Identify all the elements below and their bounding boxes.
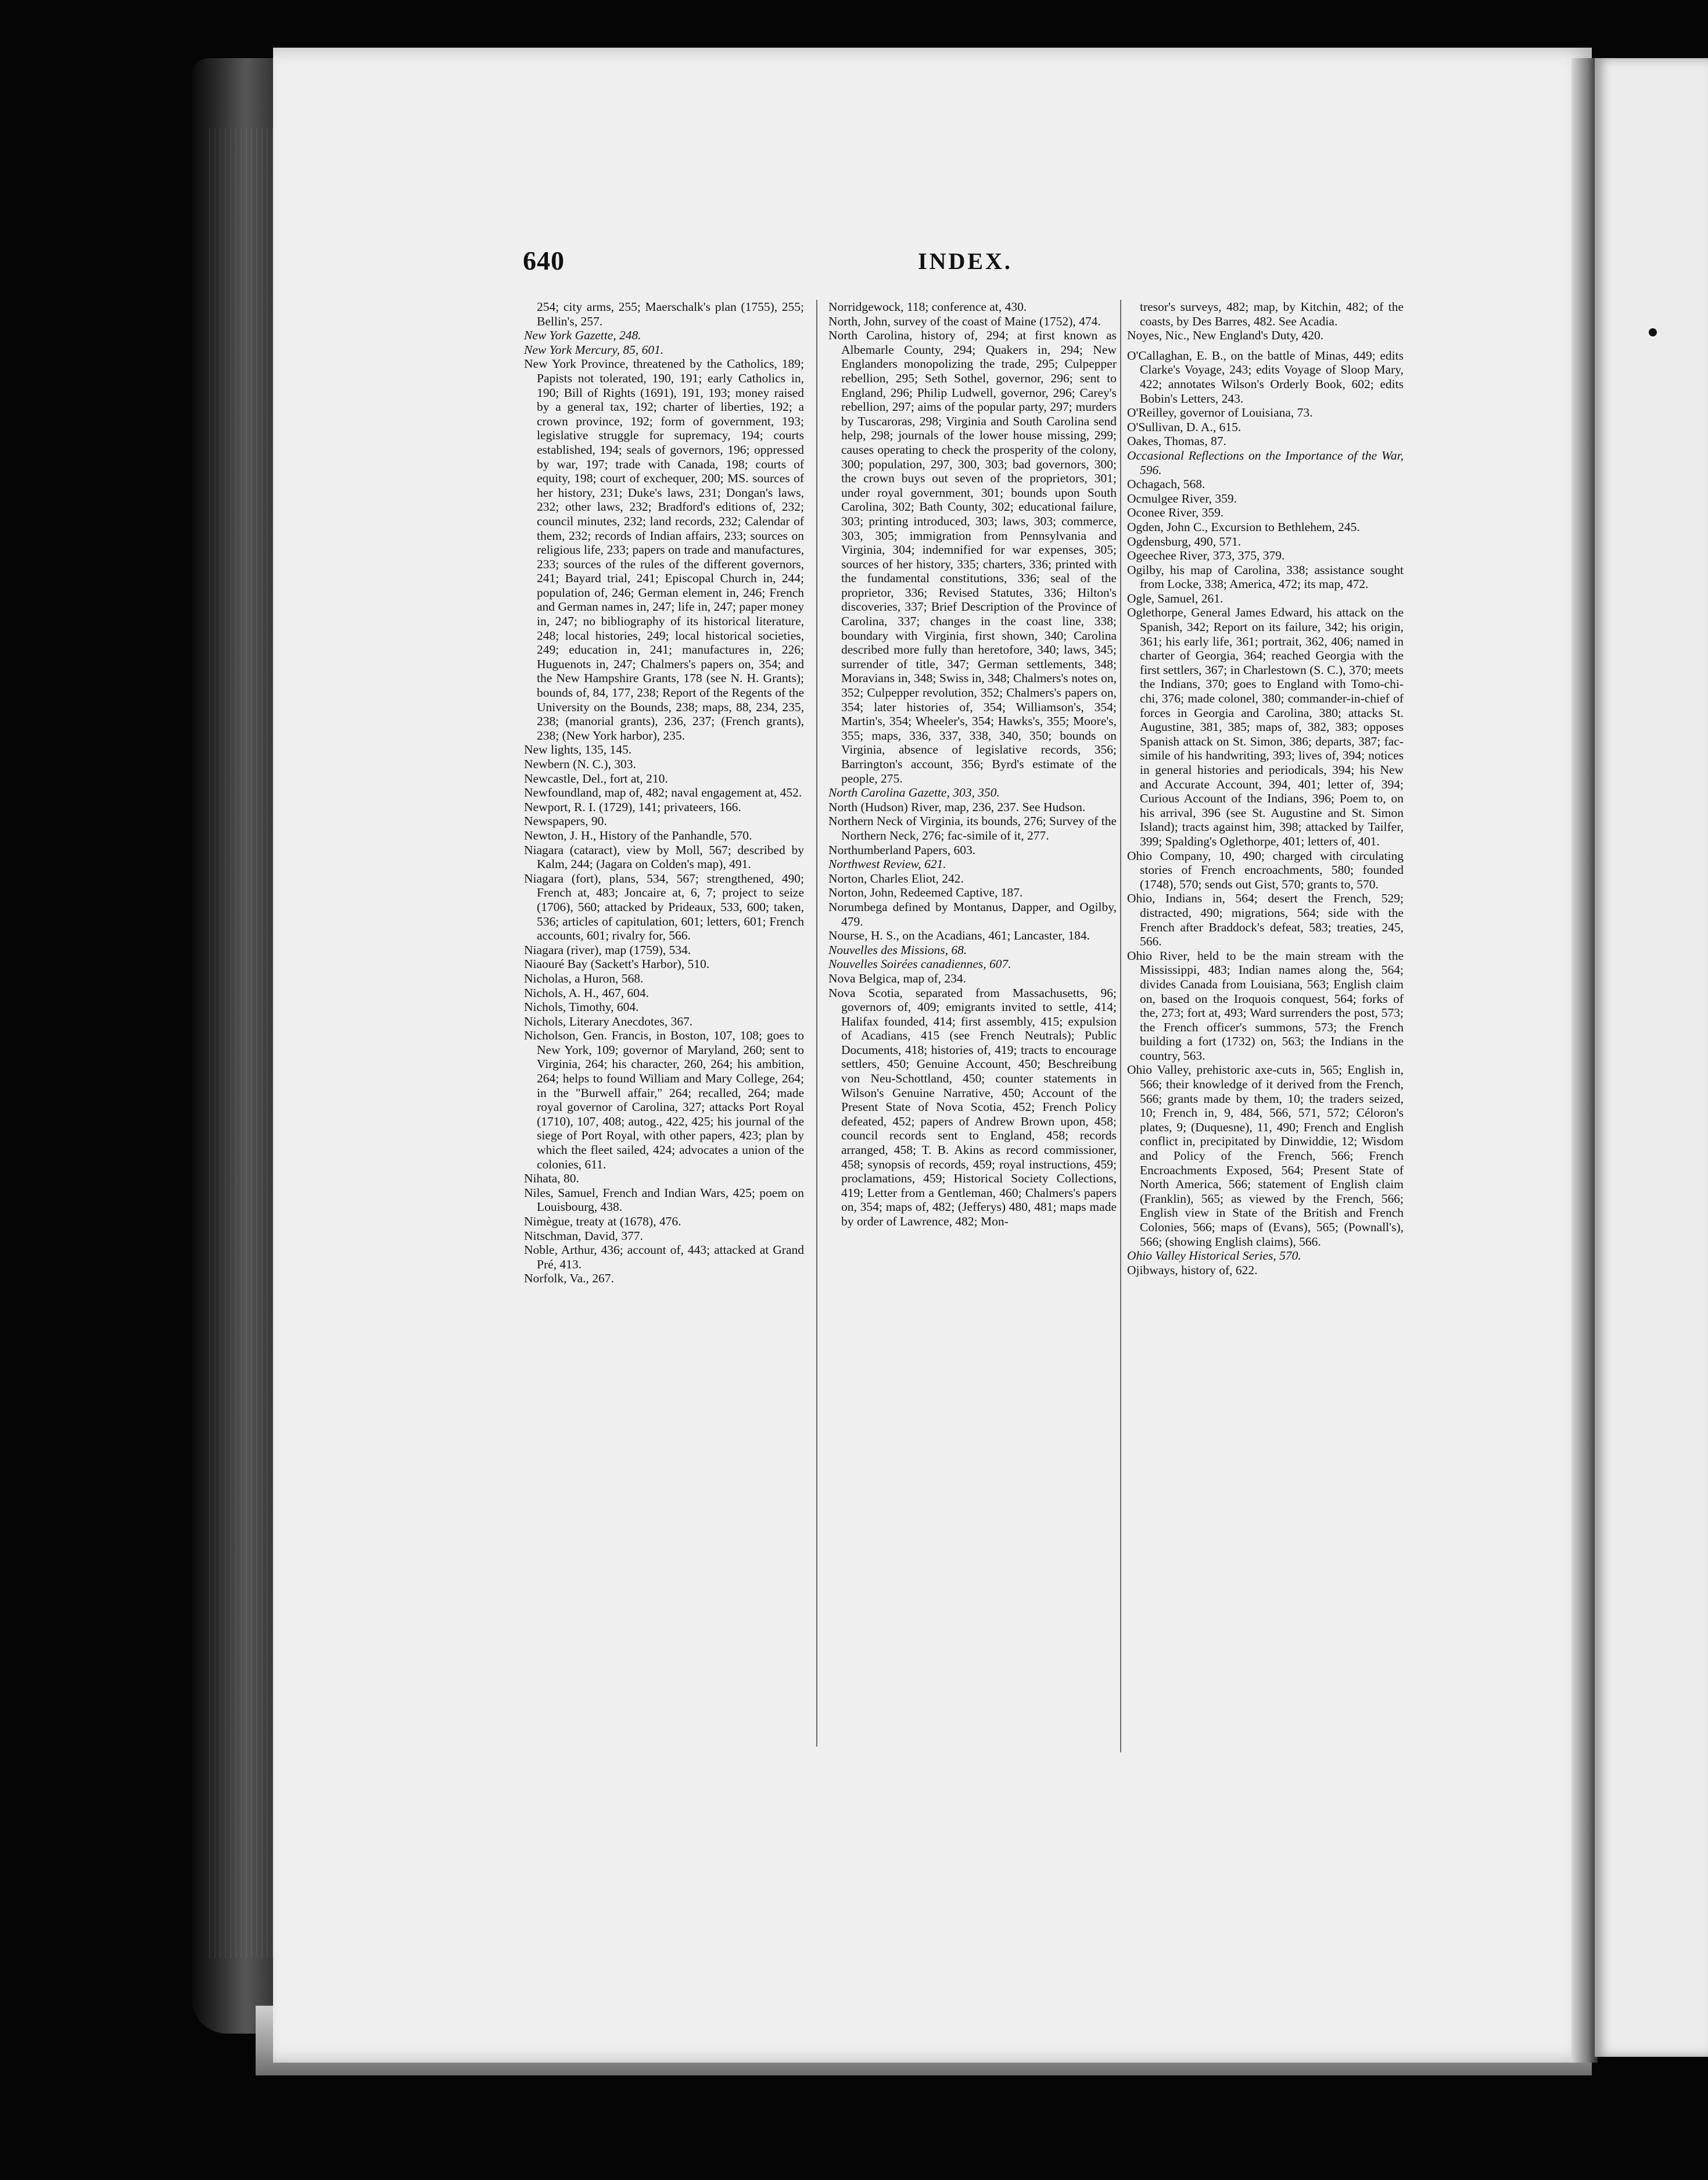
index-entry: Nichols, A. H., 467, 604. [524,985,649,1000]
column-rule [1120,300,1121,1752]
index-entry: Nicholas, a Huron, 568. [524,971,644,985]
index-entry: Ogdensburg, 490, 571. [1127,534,1241,548]
index-entry: Niagara (fort), plans, 534, 567; strengthened, 490; French at, 483; Joncaire at, 6, 7; project to seize (1706), 560; attacked by Prideaux, 533, 600; taken, 536; articles of capitulation, 601; letters, 601; French accounts, 601; rivalry for, 566. [524,871,804,943]
index-entry: New York Gazette, 248. [524,328,641,343]
facing-page-mark [1649,328,1657,336]
index-entry: Nova Belgica, map of, 234. [828,971,967,985]
index-entry: Oglethorpe, General James Edward, his attack on the Spanish, 342; Report on its failure, 342; his origin, 361; his early life, 361; portrait, 362, 406; named in charter of Georgia, 364; reached Georgia with the first settlers, 367; in Charlestown (S. C.), 370; meets the Indians, 370; goes to England with Tomo-chi-chi, 376; made colonel, 380; commander-in-chief of forces in Georgia and Carolina, 380; attacks St. Augustine, 381, 385; maps of, 382, 383; opposes Spanish attack on St. Simon, 386; departs, 387; fac-simile of his handwriting, 393; lives of, 394; notices in general histories and periodicals, 394; his New and Accurate Account, 394, 401; letter of, 394; Curious Account of the Indians, 396; Poem to, on his arrival, 396 (see St. Augustine and St. Simon Island); tracts against him, 398; attacked by Tailfer, 399; Spalding's Oglethorpe, 401; letters of, 401. [1127,605,1404,848]
running-head: INDEX. [918,248,1013,274]
index-entry: Northwest Review, 621. [828,857,946,872]
index-entry: Ogden, John C., Excursion to Bethlehem, 245. [1127,519,1360,534]
index-entry: North Carolina, history of, 294; at first known as Albemarle County, 294; Quakers in, 294; New Englanders monopolizing the trade, 295; Culpepper rebellion, 295; Seth Sothel, governor, 296; sent to England, 296; Philip Ludwell, governor, 296; Carey's rebellion, 297; aims of the popular party, 297; murders by Tuscaroras, 298; Virginia and South Carolina send help, 298; journals of the lower house missing, 299; causes operating to check the prosperity of the colony, 300; population, 297, 300, 303; bad governors, 300; the crown buys out seven of the proprietors, 301; under royal government, 301; bounds upon South Carolina, 302; Bath County, 302; educational failure, 303; printing introduced, 303; laws, 303; commerce, 303, 305; immigration from Pennsylvania and Virginia, 304; indemnified for war expenses, 305; sources of her history, 335; charters, 336; printed with the fundamental constitutions, 336; seal of the proprietor, 336; Revised Statutes, 336; Hilton's discoveries, 337; Brief Description of the Province of Carolina, 337; changes in the coast line, 338; boundary with Virginia, first shown, 340; Carolina described more fully than heretofore, 340; laws, 345; surrender of title, 347; German settlements, 348; Moravians in, 348; Swiss in, 348; Chalmers's notes on, 352; Culpepper revolution, 352; Chalmers's papers on, 354; later histories of, 354; Williamson's, 354; Martin's, 354; Wheeler's, 354; Hawks's, 355; Moore's, 355; maps, 336, 337, 338, 340, 350; bounds on Virginia, absence of legislative records, 356; Barrington's account, 356; Byrd's estimate of the people, 275. [828,328,1117,786]
index-entry: Occasional Reflections on the Importance of the War, 596. [1127,448,1404,477]
index-entry: Nihata, 80. [524,1171,579,1186]
index-entry: O'Callaghan, E. B., on the battle of Minas, 449; edits Clarke's Voyage, 243; edits Voyage of Sloop Mary, 422; annotates Wilson's Orderly Book, 602; edits Bobin's Letters, 243. [1127,348,1404,406]
index-entry: Nitschman, David, 377. [524,1228,643,1243]
index-entry: Oconee River, 359. [1127,505,1224,520]
index-entry: O'Sullivan, D. A., 615. [1127,419,1241,434]
index-column-1 [524,300,804,1286]
index-entry: Ogle, Samuel, 261. [1127,591,1223,605]
index-entry: Norton, Charles Eliot, 242. [828,871,964,885]
index-entry: Nimègue, treaty at (1678), 476. [524,1214,681,1228]
index-entry: Newcastle, Del., fort at, 210. [524,771,668,786]
index-entry: North (Hudson) River, map, 236, 237. See Hudson. [828,799,1086,814]
index-entry: Nova Scotia, separated from Massachusetts, 96; governors of, 409; emigrants invited to settle, 414; Halifax founded, 414; first assembly, 415; expulsion of Acadians, 415 (see French Neutrals); Public Documents, 418; histories of, 419; tracts to encourage settlers, 450; Genuine Account, 450; Beschreibung von Neu-Schottland, 450; counter statements in Wilson's Genuine Narrative, 450; Account of the Present State of Nova Scotia, 452; French Policy defeated, 452; papers of Andrew Brown upon, 458; council records sent to England, 458; records arranged, 458; T. B. Akins as record commissioner, 458; synopsis of records, 459; royal instructions, 459; proclamations, 459; Historical Society Collections, 419; Letter from a Gentleman, 460; Chalmers's papers on, 354; maps of, 482; (Jefferys) 480, 481; maps made by order of Lawrence, 482; Mon- [828,985,1117,1228]
facing-page [1595,58,1708,2057]
index-entry: Norfolk, Va., 267. [524,1271,614,1286]
index-entry: Nouvelles des Missions, 68. [828,942,967,957]
index-entry: Nichols, Literary Anecdotes, 367. [524,1014,693,1028]
index-entry: Nouvelles Soirées canadiennes, 607. [828,957,1011,971]
index-entry: Niles, Samuel, French and Indian Wars, 425; poem on Louisbourg, 438. [524,1185,804,1214]
index-entry: Ohio Valley Historical Series, 570. [1127,1249,1301,1263]
index-entry: 254; city arms, 255; Maerschalk's plan (1755), 255; Bellin's, 257. [537,300,804,328]
index-entry: Nourse, H. S., on the Acadians, 461; Lancaster, 184. [828,928,1090,943]
index-entry: Ocmulgee River, 359. [1127,491,1237,505]
index-entry: Noyes, Nic., New England's Duty, 420. [1127,328,1324,343]
index-entry: Newport, R. I. (1729), 141; privateers, 166. [524,799,741,814]
index-entry: Ogilby, his map of Carolina, 338; assistance sought from Locke, 338; America, 472; its map, 472. [1127,562,1404,591]
index-entry: Newton, J. H., History of the Panhandle, 570. [524,828,752,842]
index-entry: Ogeechee River, 373, 375, 379. [1127,548,1285,563]
index-entry: Nicholson, Gen. Francis, in Boston, 107, 108; goes to New York, 109; governor of Maryland, 260; sent to Virginia, 264; his character, 260, 264; his ambition, 264; helps to found William and Mary College, 264; in the "Burwell affair," 264; recalled, 264; made royal governor of Carolina, 327; attacks Port Royal (1710), 107, 408; autog., 422, 425; his journal of the siege of Port Royal, with other papers, 423; plan by which the fleet sailed, 424; advocates a union of the colonies, 611. [524,1028,804,1171]
index-entry: New York Mercury, 85, 601. [524,342,664,357]
index-entry: Norridgewock, 118; conference at, 430. [828,300,1027,314]
index-entry: Noble, Arthur, 436; account of, 443; attacked at Grand Pré, 413. [524,1243,804,1271]
index-entry: Ohio, Indians in, 564; desert the French, 529; distracted, 490; migrations, 564; side with the French after Braddock's defeat, 583; treaties, 245, 566. [1127,891,1404,949]
index-entry: New lights, 135, 145. [524,743,632,757]
book-gutter [1571,58,1598,2063]
index-entry: Oakes, Thomas, 87. [1127,434,1226,449]
index-entry: Nichols, Timothy, 604. [524,1000,639,1014]
index-entry: Norton, John, Redeemed Captive, 187. [828,885,1023,900]
index-entry: North, John, survey of the coast of Maine (1752), 474. [828,314,1101,328]
index-entry: Niagara (cataract), view by Moll, 567; described by Kalm, 244; (Jagara on Colden's map), 491. [524,842,804,872]
book-page-edges [209,128,279,1958]
index-entry: Norumbega defined by Montanus, Dapper, and Ogilby, 479. [828,899,1117,928]
index-entry: Northern Neck of Virginia, its bounds, 276; Survey of the Northern Neck, 276; fac-simile of it, 277. [828,814,1117,842]
index-entry: tresor's surveys, 482; map, by Kitchin, 482; of the coasts, by Des Barres, 482. See Acadia. [1140,300,1404,328]
index-entry: Ohio Valley, prehistoric axe-cuts in, 565; English in, 566; their knowledge of it derived from the French, 566; grants made by them, 10; the traders seized, 10; French in, 9, 484, 566, 571, 572; Céloron's plates, 9; (Duquesne), 11, 490; French and English conflict in, precipitated by Dinwiddie, 12; Wisdom and Policy of the French, 566; French Encroachments Exposed, 564; Present State of North America, 566; statement of English claim (Franklin), 565; as viewed by the French, 566; English view in State of the British and French Colonies, 566; maps of (Evans), 565; (Pownall's), 566; (showing English claims), 566. [1127,1063,1404,1249]
index-entry: Newspapers, 90. [524,814,607,829]
index-column-2 [828,300,1117,1229]
page-header [523,245,1569,280]
index-entry: North Carolina Gazette, 303, 350. [828,786,1000,800]
index-entry: Ohio Company, 10, 490; charged with circulating stories of French encroachments, 580; founded (1748), 570; sends out Gist, 570; grants to, 570. [1127,848,1404,891]
column-rule [816,300,817,1747]
page-number: 640 [523,246,565,275]
index-entry: Ohio River, held to be the main stream with the Mississippi, 483; Indian names along the, 564; divides Canada from Louisiana, 563; English claim on, based on the Iroquois conquest, 564; forks of the, 273; fort at, 493; Ward surrenders the post, 573; the French officer's summons, 573; the French building a fort (1732) on, 563; the Indians in the country, 563. [1127,948,1404,1063]
index-entry: Ojibways, history of, 622. [1127,1263,1258,1277]
index-entry: Niaouré Bay (Sackett's Harbor), 510. [524,957,710,971]
index-entry: Niagara (river), map (1759), 534. [524,942,691,957]
index-entry: O'Reilley, governor of Louisiana, 73. [1127,406,1313,420]
index-entry: New York Province, threatened by the Catholics, 189; Papists not tolerated, 190, 191; early Catholics in, 190; Bill of Rights (1691), 191, 193; money raised by a general tax, 192; charter of liberties, 192; a crown province, 192; form of government, 193; legislative struggle for supremacy, 194; courts established, 194; seals of governors, 196; oppressed by war, 197; trade with Canada, 198; courts of equity, 198; court of exchequer, 200; MS. sources of her history, 231; Duke's laws, 231; Dongan's laws, 232; other laws, 232; Bradford's editions of, 232; council minutes, 232; land records, 232; Calendar of them, 232; records of Indian affairs, 233; sources on religious life, 233; papers on trade and manufactures, 233; sources of the rules of the different governors, 241; Bayard trial, 241; Episcopal Church in, 244; population of, 246; German element in, 246; French and German names in, 247; life in, 247; paper money in, 247; no bibliography of its historical literature, 248; local histories, 249; local historical societies, 249; education in, 241; manufactures in, 226; Huguenots in, 247; Chalmers's papers on, 354; and the New Hampshire Grants, 178 (see N. H. Grants); bounds of, 84, 177, 238; Report of the Regents of the University on the Bounds, 238; maps, 88, 234, 235, 238; (manorial grants), 236, 237; (French grants), 238; (New York harbor), 235. [524,357,804,743]
index-entry: Newfoundland, map of, 482; naval engagement at, 452. [524,786,802,800]
index-entry: Northumberland Papers, 603. [828,842,976,857]
index-column-3 [1127,300,1404,1277]
index-entry: Ochagach, 568. [1127,477,1205,492]
index-entry: Newbern (N. C.), 303. [524,757,636,771]
